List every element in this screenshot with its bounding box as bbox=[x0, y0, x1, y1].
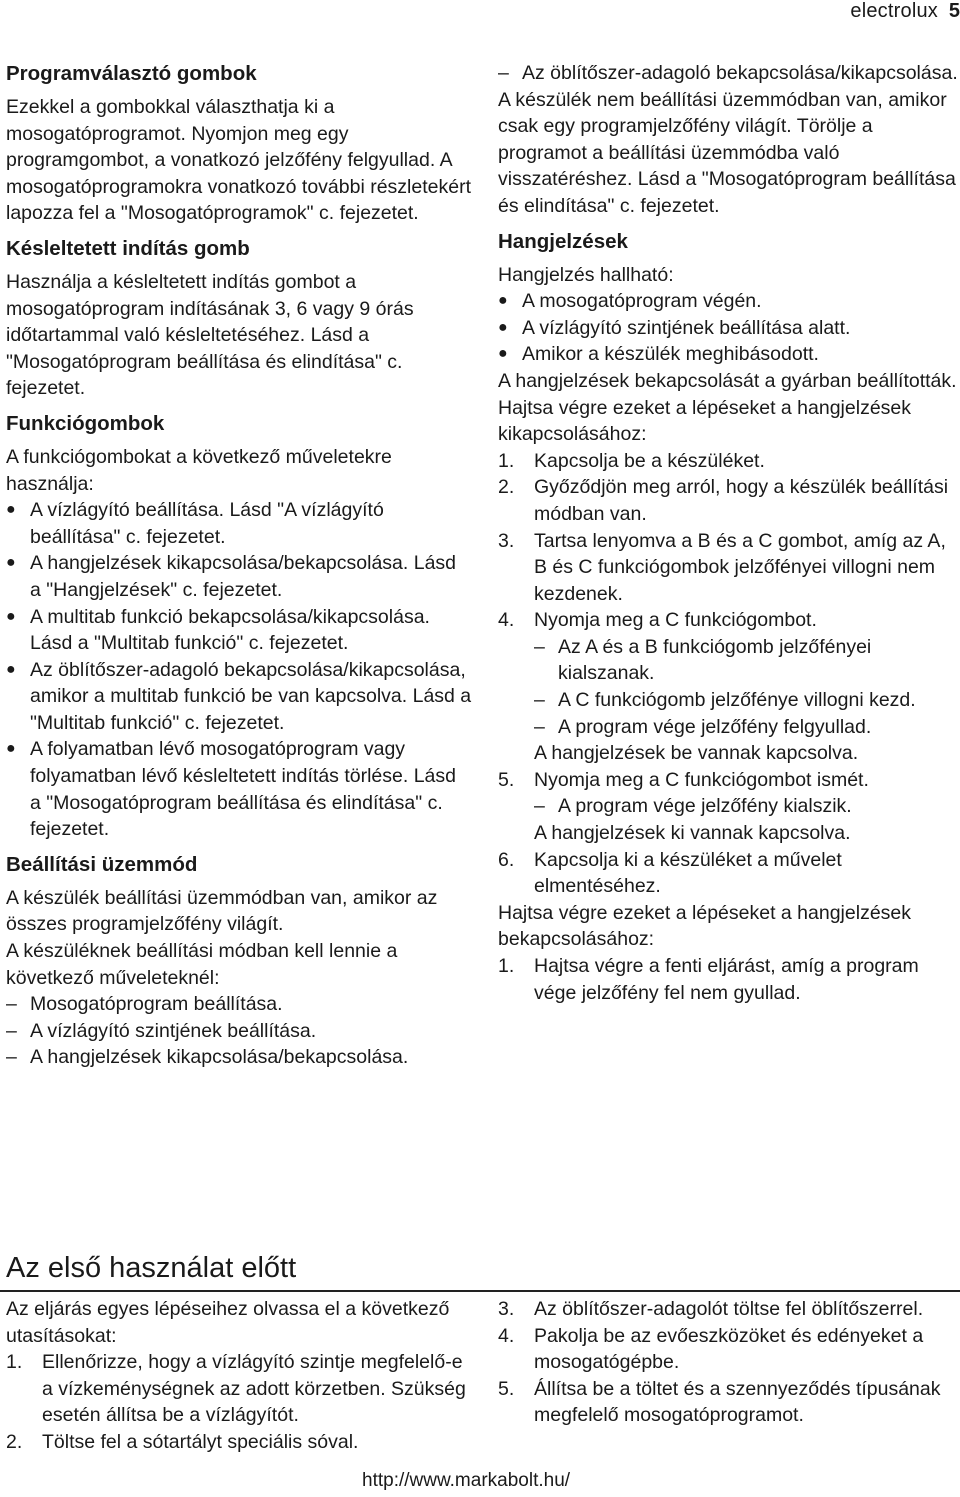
setup-mode-list-cont bbox=[498, 60, 960, 87]
bullet-icon: ● bbox=[498, 318, 508, 336]
list-item: 1. Ellenőrizze, hogy a vízlágyító szintje megfelelő-e a vízkeménységnek az adott körzetben. Szükség esetén állítsa be a vízlágyítót. bbox=[6, 1351, 466, 1427]
first-use-right bbox=[498, 1296, 960, 1429]
footer-url[interactable]: http://www.markabolt.hu/ bbox=[362, 1470, 571, 1491]
signals-list bbox=[498, 288, 960, 368]
list-item: – A C funkciógomb jelzőfénye villogni kezd. bbox=[534, 689, 916, 712]
signals-on-steps bbox=[498, 953, 960, 1006]
list-item: ● A mosogatóprogram végén. bbox=[498, 288, 960, 315]
list-item: ● Amikor a készülék meghibásodott. bbox=[498, 341, 960, 368]
section-title-first-use: Az első használat előtt bbox=[6, 1252, 297, 1284]
setup-mode-exit-text: A készülék nem beállítási üzemmódban van, amikor csak egy programjelzőfény világít. Törölje a programot a beállítási üzemmódba való visszatéréshez. Lásd a "Mosogatóprogram beállítása és elindítása" c. fejezetet. bbox=[498, 88, 956, 217]
list-item: 5. Nyomja meg a C funkciógombot ismét. – A program vége jelzőfény kialszik. A hangjelzések ki vannak kapcsolva. bbox=[498, 767, 960, 847]
heading-program-buttons: Programválasztó gombok bbox=[6, 62, 257, 85]
signals-off-steps bbox=[498, 448, 960, 900]
program-buttons-text: Ezekkel a gombokkal választhatja ki a mosogatóprogramot. Nyomjon meg egy programgombot, a vonatkozó jelzőfény felgyullad. A mosogatóprogramokra vonatkozó további részletekért lapozza fel a "Mosogatóprogramok" c. fejezetet. bbox=[6, 96, 471, 225]
first-use-intro: Az eljárás egyes lépéseihez olvassa el a következő utasításokat: bbox=[6, 1298, 450, 1347]
list-item: ● A multitab funkció bekapcsolása/kikapcsolása. Lásd a "Multitab funkció" c. fejezetet. bbox=[6, 605, 430, 655]
sub-list bbox=[534, 793, 960, 820]
setup-mode-text-2: A készüléknek beállítási módban kell lennie a következő műveleteknél: bbox=[6, 940, 398, 989]
list-item: 4. Nyomja meg a C funkciógombot. – Az A és a B funkciógomb jelzőfényei kialszanak. – A C funkciógomb jelzőfénye villogni kezd. – A program vége jelzőfény felgyullad. A hangjelzések be vannak kapcsolva. bbox=[498, 607, 960, 767]
function-buttons-intro: A funkciógombokat a következő műveletekre használja: bbox=[6, 445, 392, 495]
bullet-icon: ● bbox=[498, 292, 508, 310]
list-item: ● A folyamatban lévő mosogatóprogram vagy folyamatban lévő késleltetett indítás törlése. Lásd a "Mosogatóprogram beállítása és elindítása" c. fejezetet. bbox=[6, 738, 456, 841]
list-item: 4. Pakolja be az evőeszközöket és edényeket a mosogatógépbe. bbox=[498, 1324, 924, 1374]
function-buttons-list bbox=[6, 497, 472, 843]
list-item: – A hangjelzések kikapcsolása/bekapcsolása. bbox=[6, 1046, 409, 1069]
signals-intro: Hangjelzés hallható: bbox=[498, 263, 674, 286]
list-item: 3. Tartsa lenyomva a B és a C gombot, amíg az A, B és C funkciógombok jelzőfényei villogni nem kezdenek. bbox=[498, 529, 946, 605]
bullet-icon: ● bbox=[6, 660, 16, 678]
bullet-icon: ● bbox=[6, 607, 16, 625]
list-item: ● A vízlágyító beállítása. Lásd "A vízlágyító beállítása" c. fejezetet. bbox=[6, 499, 384, 548]
list-item: 6. Kapcsolja ki a készüléket a művelet elmentéséhez. bbox=[498, 848, 842, 898]
page-number: 5 bbox=[948, 0, 960, 22]
bullet-icon: ● bbox=[498, 345, 508, 363]
list-item: 5. Állítsa be a töltet és a szennyeződés típusának megfelelő mosogatóprogramot. bbox=[498, 1377, 941, 1427]
delayed-start-text: Használja a késleltetett indítás gombot a mosogatóprogram indításának 3, 6 vagy 9 órás időtartammal való késleltetéséhez. Lásd a "Mosogatóprogram beállítása és elindítása" c. fejezetet. bbox=[6, 270, 414, 400]
list-item: 1. Kapcsolja be a készüléket. bbox=[498, 449, 765, 472]
first-use-steps-left bbox=[6, 1349, 472, 1455]
list-item: – A vízlágyító szintjének beállítása. bbox=[6, 1019, 317, 1042]
list-item: – A program vége jelzőfény kialszik. bbox=[534, 795, 852, 818]
right-column bbox=[498, 60, 960, 1006]
list-item: – A program vége jelzőfény felgyullad. bbox=[534, 715, 872, 738]
heading-delayed-start: Késleltetett indítás gomb bbox=[6, 236, 250, 260]
list-item: – Az öblítőszer-adagoló bekapcsolása/kikapcsolása. bbox=[498, 62, 958, 84]
list-item: ● A hangjelzések kikapcsolása/bekapcsolása. Lásd a "Hangjelzések" c. fejezetet. bbox=[6, 552, 457, 601]
signals-factory-text: A hangjelzések bekapcsolását a gyárban beállították. bbox=[498, 369, 957, 392]
list-item: 2. Töltse fel a sótartályt speciális sóval. bbox=[6, 1430, 359, 1453]
list-item: 1. Hajtsa végre a fenti eljárást, amíg a program vége jelzőfény fel nem gyullad. bbox=[498, 955, 919, 1004]
list-item: – Az A és a B funkciógomb jelzőfényei kialszanak. bbox=[534, 635, 872, 685]
list-item: ● Az öblítőszer-adagoló bekapcsolása/kikapcsolása, amikor a multitab funkció be van kapcsolva. Lásd a "Multitab funkció" c. fejezetet. bbox=[6, 658, 472, 734]
sub-list bbox=[534, 634, 960, 740]
bullet-icon: ● bbox=[6, 740, 16, 758]
left-column bbox=[6, 60, 472, 1071]
setup-mode-text-1: A készülék beállítási üzemmódban van, amikor az összes programjelzőfény világít. bbox=[6, 886, 438, 936]
list-item: – Mosogatóprogram beállítása. bbox=[6, 993, 283, 1016]
first-use-left bbox=[6, 1296, 472, 1456]
list-item: 3. Az öblítőszer-adagolót töltse fel öblítőszerrel. bbox=[498, 1298, 924, 1320]
setup-mode-list bbox=[6, 991, 472, 1071]
signals-on-intro: Hajtsa végre ezeket a lépéseket a hangjelzések bekapcsolásához: bbox=[498, 901, 912, 951]
bullet-icon: ● bbox=[6, 554, 16, 572]
signals-off-intro: Hajtsa végre ezeket a lépéseket a hangjelzések kikapcsolásához: bbox=[498, 396, 912, 446]
heading-signals: Hangjelzések bbox=[498, 229, 628, 253]
list-item: 2. Győződjön meg arról, hogy a készülék beállítási módban van. bbox=[498, 476, 949, 525]
brand-name: electrolux bbox=[850, 0, 938, 22]
first-use-steps-right bbox=[498, 1296, 960, 1429]
section-divider bbox=[0, 1290, 960, 1292]
heading-function-buttons: Funkciógombok bbox=[6, 411, 165, 435]
step-note: A hangjelzések ki vannak kapcsolva. bbox=[534, 822, 851, 845]
heading-setup-mode: Beállítási üzemmód bbox=[6, 852, 198, 876]
step-note: A hangjelzések be vannak kapcsolva. bbox=[534, 742, 859, 765]
bullet-icon: ● bbox=[6, 501, 16, 519]
list-item: ● A vízlágyító szintjének beállítása alatt. bbox=[498, 315, 960, 342]
